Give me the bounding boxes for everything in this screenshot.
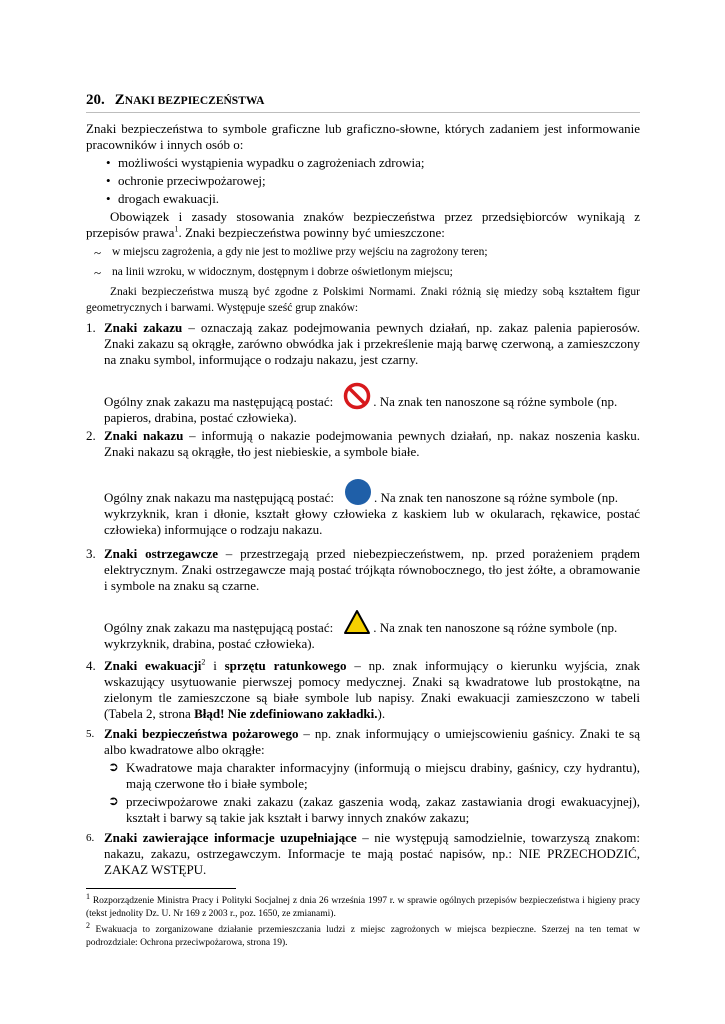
broken-reference[interactable]: Błąd! Nie zdefiniowano zakładki. (194, 706, 378, 721)
arrow-bullet-icon: ➲ (108, 760, 119, 775)
list-item: • drogach ewakuacji. (106, 191, 220, 206)
bullet-icon: • (106, 173, 111, 188)
document-page (86, 92, 640, 953)
group-name: Znaki ewakuacji (104, 658, 202, 673)
group-fire-safety: 5. Znaki bezpieczeństwa pożarowego – np. znak informujący o umiejscowieniu gaśnicy. Znaki te są albo kwadratowe albo okrągłe: ➲ Kwadratowe maja charakter informacyjny (informują o miejscu drabiny, gaśnicy, czy hydrantu), mają czerwone tło i białe symbole; ➲ przeciwpożarowe znaki zakazu (zakaz gaszenia wodą, zakaz zastawiania drogi ewakuacyjnej), kształt i barwy są takie jak kształt i barwy innych znaków zakazu; (86, 726, 640, 825)
prohibition-sign-icon (343, 382, 371, 410)
footnote-ref-2[interactable]: 2 (201, 657, 206, 667)
arrow-bullet-icon: ➲ (108, 794, 119, 809)
intro-bullet-list (86, 154, 640, 208)
footnote-ref-1[interactable]: 1 (174, 224, 179, 234)
list-item: • możliwości wystąpienia wypadku o zagrożeniach zdrowia; (106, 155, 425, 170)
list-item: • ochronie przeciwpożarowej; (106, 173, 266, 188)
section-title-initial: Z (114, 92, 125, 108)
intro-paragraph: Znaki bezpieczeństwa to symbole graficzne lub graficzno-słowne, których zadaniem jest informowanie pracowników i innych osób o: (86, 121, 640, 152)
list-item: ➲ Kwadratowe maja charakter informacyjny (informują o miejscu drabiny, gaśnicy, czy hydrantu), mają czerwone tło i białe symbole; (108, 760, 640, 791)
section-number: 20. (86, 92, 105, 108)
list-item: ~ na linii wzroku, w widocznym, dostępnym i dobrze oświetlonym miejscu; (94, 265, 453, 280)
footnote-2: $^2$ Ewakuacja to zorganizowane działanie przemieszczania ludzi z miejsc zagrożonych w miejsca bezpieczne. Szerzej na ten temat w podrozdziale: Ochrona przeciwpożarowa, strona 19). (86, 920, 640, 948)
group-warning: 3. Znaki ostrzegawcze – przestrzegają przed niebezpieczeństwem, np. przed porażeniem prądem elektrycznym. Znaki ostrzegawcze mają postać trójkąta równobocznego, tło jest żółte, a obramowanie i symbole na znaku są czarne. Ogólny znak zakazu ma następującą postać: . Na znak ten nanoszone są różne symbole (np. wykrzyknik, drabina, postać człowieka). (86, 546, 641, 651)
mandatory-sign-icon (344, 478, 372, 506)
group-name: Znaki zakazu (104, 320, 183, 335)
group-prohibition: 1. Znaki zakazu – oznaczają zakaz podejmowania pewnych działań, np. zakaz palenia papierosów. Znaki zakazu są okrągłe, zarówno obwódka jak i przekreślenie mają barwę czerwoną, a zamieszczony na znaku symbol, informujące o rodzaju nakazu, jest czarny. Ogólny znak zakazu ma następującą postać: . Na znak ten nanoszone są różne symbole (np. papieros, drabina, postać człowieka). (86, 320, 640, 425)
tilde-bullet-icon: ~ (94, 245, 102, 260)
warning-sign-icon (343, 608, 371, 636)
obligation-paragraph: Obowiązek i zasady stosowania znaków bezpieczeństwa przez przedsiębiorców wynikają z przepisów prawa$^1$. Znaki bezpieczeństwa powinny być umieszczone: (86, 209, 640, 240)
bullet-icon: • (106, 155, 111, 170)
footnote-1: $^1$ Rozporządzenie Ministra Pracy i Polityki Socjalnej z dnia 26 września 1997 r. w sprawie ogólnych przepisów bezpieczeństwa i higieny pracy (tekst jednolity Dz. U. Nr 169 z 2003 r., poz. 1650, ze zmianami). (86, 891, 640, 919)
group-name: Znaki zawierające informacje uzupełniające (104, 830, 357, 845)
list-item: ~ w miejscu zagrożenia, a gdy nie jest to możliwe przy wejściu na zagrożony teren; (94, 245, 488, 260)
section-title-rest: NAKI BEZPIECZEŃSTWA (124, 95, 265, 107)
group-mandatory: 2. Znaki nakazu – informują o nakazie podejmowania pewnych działań, np. nakaz noszenia kasku. Znaki nakazu są okrągłe, tło jest niebieskie, a symbole białe. Ogólny znak nakazu ma następującą postać: . Na znak ten nanoszone są różne symbole (np. wykrzyknik, kran i dłonie, kształt głowy człowieka z kaskiem lub w okularach, rękawice, postać człowieka) informujące o rodzaju nakazu. (86, 428, 641, 537)
section-heading (86, 92, 640, 113)
placement-list (86, 244, 640, 281)
fire-sign-list (104, 760, 640, 826)
list-item: ➲ przeciwpożarowe znaki zakazu (zakaz gaszenia wodą, zakaz zastawiania drogi ewakuacyjnej), kształt i barwy są takie jak kształt i barwy innych znaków zakazu; (108, 794, 640, 825)
bullet-icon: • (106, 191, 111, 206)
sign-groups-list (86, 320, 640, 878)
group-name: Znaki ostrzegawcze (104, 546, 218, 561)
tilde-bullet-icon: ~ (94, 265, 102, 280)
group-supplementary: 6. Znaki zawierające informacje uzupełniające – nie występują samodzielnie, towarzyszą znakom: nakazu, zakazu, ostrzegawczym. Informacje te mają postać napisów, np.: NIE PRZECHODZIĆ, ZAKAZ WSTĘPU. (86, 830, 640, 877)
norms-paragraph: Znaki bezpieczeństwa muszą być zgodne z Polskimi Normami. Znaki różnią się miedzy sobą kształtem figur geometrycznych i barwami. Występuje sześć grup znaków: (86, 286, 640, 314)
group-name: Znaki bezpieczeństwa pożarowego (104, 726, 299, 741)
group-evacuation: 4. Znaki ewakuacji$^2$ i sprzętu ratunkowego – np. znak informujący o kierunku wyjścia, znak wskazujący usytuowanie pierwszej pomocy medycznej. Znaki są kwadratowe lub prostokątne, na zielonym tle zamieszczone są białe symbole lub napisy. Znaki ewakuacji zamieszczono w tabeli (Tabela 2, strona Błąd! Nie zdefiniowano zakładki.). (86, 657, 640, 721)
footnote-separator (86, 888, 236, 889)
group-name: Znaki nakazu (104, 428, 184, 443)
